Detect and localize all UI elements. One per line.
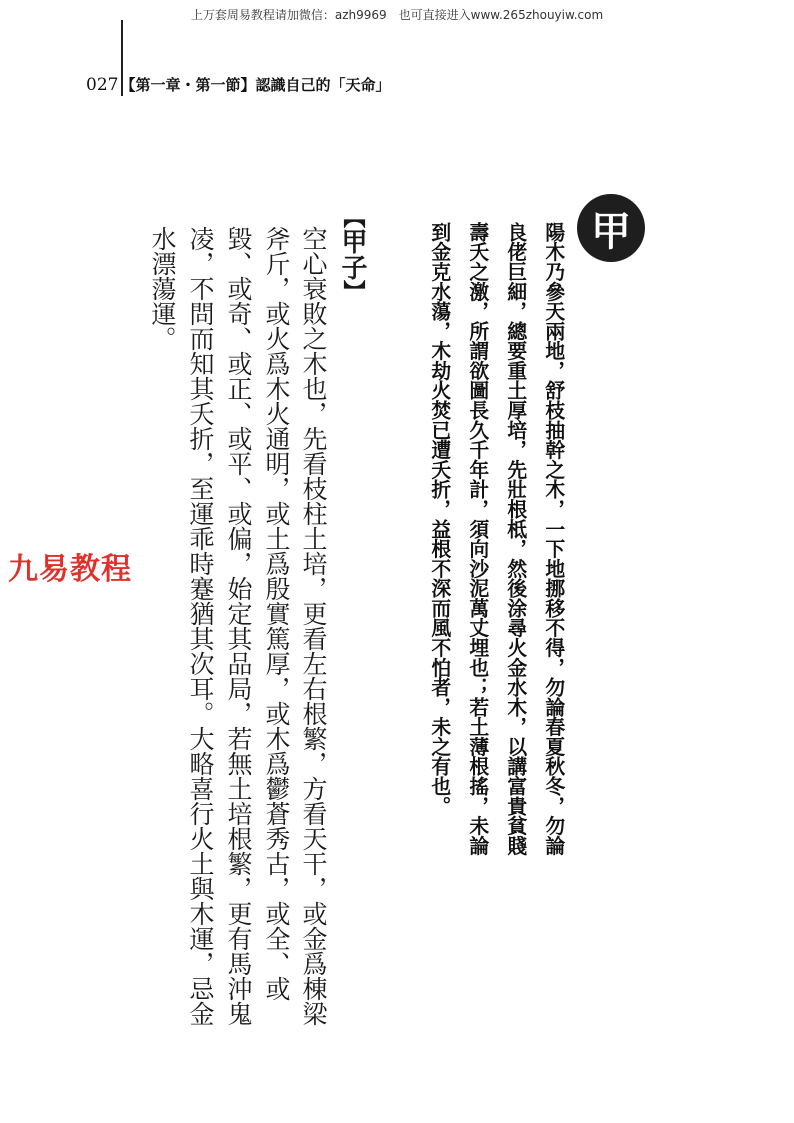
page-number: 027 xyxy=(86,75,119,95)
top-watermark-text: 上万套周易教程请加微信：azh9969 也可直接进入www.265zhouyiw.com xyxy=(190,8,604,22)
intro-column: 良佬巨細，總要重土厚培，先壯根柢，然後涂尋火金水木，以講富貴貧賤 xyxy=(503,222,527,856)
chapter-label: 【第一章・第一節】 xyxy=(120,76,256,94)
body-column: 斧斤，或火爲木火通明，或土爲殷實篤厚，或木爲鬱蒼秀古，或全、或 xyxy=(262,226,291,1001)
page-header xyxy=(86,74,390,95)
intro-column: 到金克水蕩，木劫火焚已遭夭折，益根不深而風不怕者，未之有也。 xyxy=(427,222,451,816)
body-column: 水漂蕩運。 xyxy=(148,226,177,351)
chapter-title: 認識自己的「天命」 xyxy=(255,76,391,94)
body-column: 毀、或奇、或正、或平、或偏，始定其品局，若無土培根繁，更有馬沖鬼 xyxy=(224,226,253,1026)
section-title: 甲子 xyxy=(337,228,367,280)
intro-column: 陽木乃參天兩地，舒枝抽幹之木，一下地挪移不得，勿論春夏秋冬，勿論 xyxy=(541,222,565,856)
intro-column: 壽夭之激，所謂欲圖長久千年計，須向沙泥萬丈埋也；若土薄根搖，未論 xyxy=(465,222,489,856)
body-column: 空心衰敗之木也，先看枝柱土培，更看左右根繁，方看天干，或金爲棟梁 xyxy=(299,226,328,1026)
body-column: 凌，不問而知其夭折，至運乖時蹇猶其次耳。大略喜行火土與木運，忌金 xyxy=(186,226,215,1026)
stem-badge: 甲 xyxy=(577,194,645,262)
side-watermark: 九易教程 xyxy=(8,552,132,587)
section-heading: 【甲子】 xyxy=(337,206,367,302)
